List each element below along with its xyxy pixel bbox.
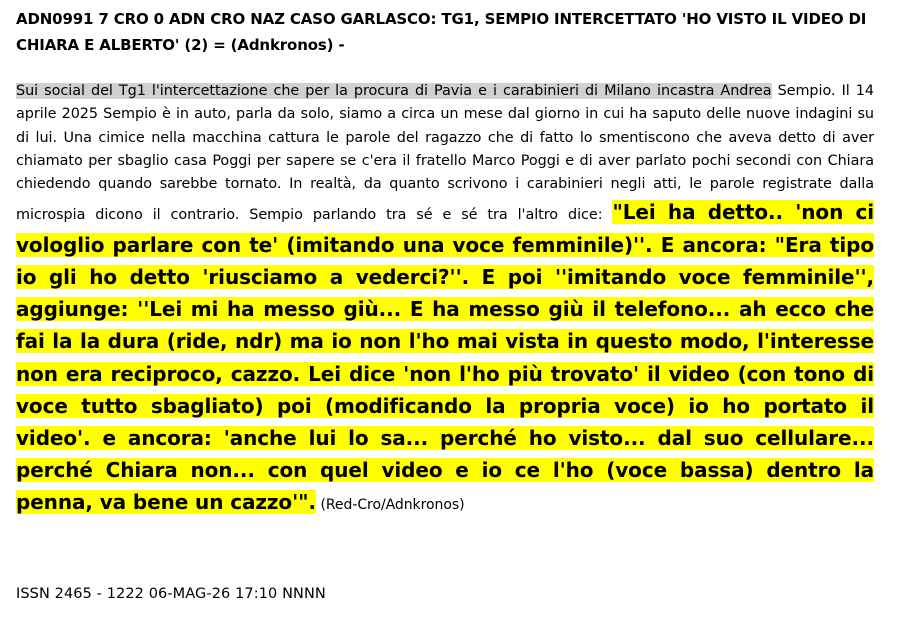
footer-issn: ISSN 2465 - 1222 06-MAG-26 17:10 NNNN: [16, 586, 326, 602]
lead-highlighted-text: Sui social del Tg1 l'intercettazione che per la procura di Pavia e i carabinieri di Milano incastra Andrea: [16, 83, 772, 99]
article-body: [16, 80, 874, 519]
quote-end-period: .: [308, 490, 316, 515]
highlighted-quote: "Lei ha detto.. 'non ci vologlio parlare con te' (imitando una voce femminile)''. E ancora: "Era tipo io gli ho detto 'riusciamo a vederci?''. E poi ''imitando voce femminile'', aggiunge: ''Lei mi ha messo giù... E ha messo giù il telefono... ah ecco che fai la la dura (ride, ndr) ma io non l'ho mai vista in questo modo, l'interesse non era reciproco, cazzo. Lei dice 'non l'ho più trovato' il video (con tono di voce tutto sbagliato) poi (modificando la propria voce) io ho portato il video'. e ancora: 'anche lui lo sa... perché ho visto... dal suo cellulare... perché Chiara non... con quel video e io ce l'ho (voce bassa) dentro la penna, va bene un cazzo'": [16, 200, 875, 515]
headline: ADN0991 7 CRO 0 ADN CRO NAZ CASO GARLASCO: TG1, SEMPIO INTERCETTATO 'HO VISTO IL VIDEO DI CHIARA E ALBERTO' (2) = (Adnkronos) -: [16, 10, 867, 54]
article-body-text: Sempio. Il 14 aprile 2025 Sempio è in auto, parla da solo, siamo a circa un mese dal giorno in cui ha saputo delle nuove indagini su di lui. Una cimice nella macchina cattura le parole del ragazzo che di fatto lo smentiscono che aveva detto di aver chiamato per sbaglio casa Poggi per sapere se c'era il fratello Marco Poggi e di aver parlato pochi secondi con Chiara chiedendo quando sarebbe tornato. In realtà, da quanto scrivono i carabinieri negli atti, le parole registrate dalla microspia dicono il contrario. Sempio parlando tra sé e sé tra l'altro dice:: [16, 83, 874, 224]
credit-line: (Red-Cro/Adnkronos): [320, 497, 465, 514]
